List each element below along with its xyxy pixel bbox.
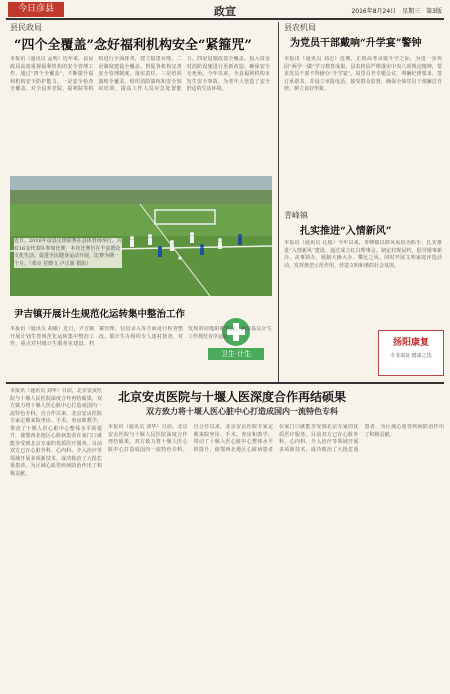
article4-body: 本报讯（通讯员 胡敏）近日，尹吉镇开展计划生育规范化运转集中整治工作，重点对村级计生服务室建设、档案管理、信息录入等方面进行检查整改。镇计生办组织专人逐村督查，对发现的问题限期整改，确保基层计生工作规范有序运转。 bbox=[10, 326, 272, 347]
article1-headline: “四个全覆盖”念好福利机构安全“紧箍咒” bbox=[14, 38, 252, 53]
article5-body: 本报讯（通讯员 刘华）日前，北京安贞医院与十堰人民医院深度合作再结硕果，双方致力将十堰人医心脏中心打造成国内一流特色专科。自合作以来，北京安贞医院专家定期来院坐诊、手术、查房和教学，带动了十堰人医心脏中心整体水平的提升，使鄂西北地区心脏病患者在家门口就能享受到北京专家的优质医疗服务。目前双方已在心脏外科、心内科、介入治疗等领域开展多项新技术，成功救治了大批危重患者，为区域心血管疾病防治作出了积极贡献。 bbox=[108, 424, 444, 453]
article5-lead-column: 本报讯（通讯员 刘华）日前，北京安贞医院与十堰人民医院深度合作再结硕果，双方致力将十堰人医心脏中心打造成国内一流特色专科。自合作以来，北京安贞医院专家定期来院坐诊、手术、查房和教学，带动了十堰人医心脏中心整体水平的提升，使鄂西北地区心脏病患者在家门口就能享受到北京专家的优质医疗服务。目前双方已在心脏外科、心内科、介入治疗等领域开展多项新技术，成功救治了大批危重患者，为区域心血管疾病防治作出了积极贡献。 bbox=[10, 388, 102, 477]
photo1-caption: 近日，2016年彦县足球联赛在县体育场举行，共有16支代表队参加比赛。本次比赛旨在丰富群众文化生活，促进全民健身运动开展，比赛为期一个月。（邓亮 付晓文 卢正源 摄影） bbox=[14, 238, 122, 267]
paper-logo: 今日彦县 bbox=[8, 2, 64, 17]
article3-label: 青峰镇 bbox=[284, 211, 308, 220]
article3-headline: 扎实推进“入情新风” bbox=[300, 226, 392, 237]
masthead-rule bbox=[6, 18, 444, 20]
rehab-ad bbox=[378, 330, 444, 376]
dateline: 2016年8月24日 星期三 第3版 bbox=[351, 8, 442, 15]
column-divider bbox=[278, 22, 279, 382]
ad-brand: 扬阳康复 bbox=[392, 338, 429, 348]
article2-body: 本报讯（通讯员 刘志）近期，正值高考录取升学之际，为进一步巩固“两学一做”学习教育成果，县农机局严格落实中央八项规定精神，要求党员干部不得操办“升学宴”。局里召开专题会议，明确纪律要求，签订承诺书，并设立举报电话，接受群众监督，确保全体党员干部廉洁自律，树立良好形象。 bbox=[284, 56, 442, 92]
section-title: 政宣 bbox=[214, 5, 236, 18]
badge-text: 卫生·计生 bbox=[220, 350, 252, 358]
article4-headline: 尹吉镇开展计生规范化运转集中整治工作 bbox=[14, 309, 186, 320]
article5-subhead: 双方致力将十堰人医心脏中心打造成国内一流特色专科 bbox=[146, 407, 338, 416]
article2-label: 县农机局 bbox=[284, 23, 316, 32]
article1-body: 本报讯（通讯员 孟明）近年来，县民政局高度重视福利机构的安全管理工作，通过“四个全覆盖”，不断提升福利机构安全防护能力。一是安全检查全覆盖。对全县养老院、福利院等机构进行全面排查，建立隐患台账。二是制度建设全覆盖。督促各机构完善安全管理制度，落实责任。三是培训演练全覆盖。组织消防演练和安全知识培训，提高工作人员应急处置能力。四是设施改造全覆盖。投入资金对消防设施进行更新改造，确保安全无死角。今年以来，全县福利机构未发生安全事故，为老年人营造了安全舒适的生活环境。 bbox=[10, 56, 270, 92]
article5-headline: 北京安贞医院与十堰人医深度合作再结硕果 bbox=[118, 390, 347, 404]
football-match-photo bbox=[10, 176, 272, 296]
article3-body: 本报讯（通讯员 孔俊）今年以来，青峰镇以移风易俗为抓手，扎实推进“入情新风”建设。通过成立红白理事会，制定村规民约，倡导婚事新办、丧事简办，遏制大操大办、攀比之风。同时开展文明家庭评选活动，发挥典型示范作用，营造文明和谐的社会氛围。 bbox=[284, 240, 442, 269]
masthead bbox=[0, 0, 450, 20]
article2-headline: 为党员干部戴响“升学宴”警钟 bbox=[290, 38, 422, 49]
section-rule bbox=[6, 382, 444, 384]
article1-label: 县民政局 bbox=[10, 23, 42, 32]
ad-text: 专业康复 健康之选 bbox=[390, 353, 432, 359]
